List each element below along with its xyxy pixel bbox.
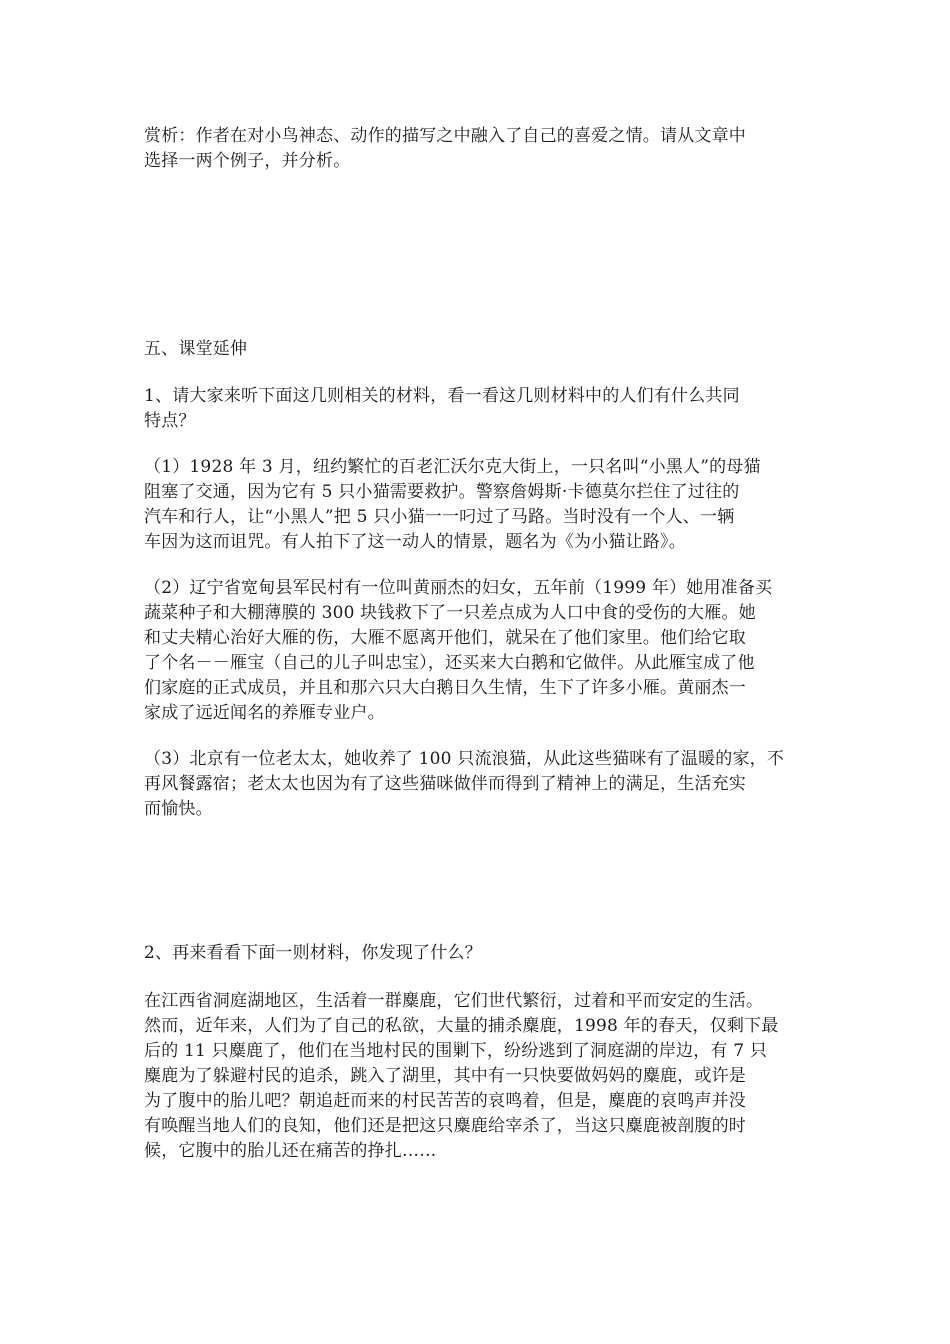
material-1-paragraph: [144, 455, 812, 555]
text-line: 选择一两个例子，并分析。: [144, 151, 351, 171]
text-line: 汽车和行人，让“小黑人”把 5 只小猫一一叼过了马路。当时没有一个人、一辆: [144, 507, 735, 527]
text-line: 有唤醒当地人们的良知，他们还是把这只麋鹿给宰杀了，当这只麋鹿被剖腹的时: [144, 1116, 746, 1136]
question-2-text: 2、再来看看下面一则材料，你发现了什么？: [144, 943, 482, 963]
text-line: 而愉快。: [144, 799, 213, 819]
text-line: 赏析：作者在对小鸟神态、动作的描写之中融入了自己的喜爱之情。请从文章中: [144, 126, 746, 146]
text-line: 后的 11 只麋鹿了，他们在当地村民的围剿下，纷纷逃到了洞庭湖的岸边，有 7 只: [144, 1041, 768, 1061]
text-line: 车因为这而诅咒。有人拍下了这一动人的情景，题名为《为小猫让路》。: [144, 532, 686, 552]
question-2-paragraph: [144, 941, 812, 966]
document-page: [144, 0, 812, 1344]
text-line: （2）辽宁省宽甸县军民村有一位叫黄丽杰的妇女，五年前（1999 年）她用准备买: [144, 578, 773, 598]
text-line: （3）北京有一位老太太，她收养了 100 只流浪猫，从此这些猫咪有了温暖的家，不: [144, 749, 785, 769]
text-line: 阻塞了交通，因为它有 5 只小猫需要救护。警察詹姆斯·卡德莫尔拦住了过往的: [144, 482, 740, 502]
text-line: 候，它腹中的胎儿还在痛苦的挣扎……: [144, 1141, 437, 1161]
text-line: 在江西省洞庭湖地区，生活着一群麋鹿，它们世代繁衍，过着和平而安定的生活。: [144, 991, 764, 1011]
text-line: 和丈夫精心治好大雁的伤，大雁不愿离开他们，就呆在了他们家里。他们给它取: [144, 628, 746, 648]
text-line: 麋鹿为了躲避村民的追杀，跳入了湖里，其中有一只快要做妈妈的麋鹿，或许是: [144, 1066, 746, 1086]
text-line: 然而，近年来，人们为了自己的私欲，大量的捕杀麋鹿，1998 年的春天，仅剩下最: [144, 1016, 779, 1036]
text-line: （1）1928 年 3 月，纽约繁忙的百老汇沃尔克大街上，一只名叫“小黑人”的母猫: [144, 457, 761, 477]
text-line: 特点？: [144, 411, 196, 431]
text-line: 为了腹中的胎儿吧？朝追赶而来的村民苦苦的哀鸣着，但是，麋鹿的哀鸣声并没: [144, 1091, 746, 1111]
appreciation-paragraph: [144, 124, 812, 174]
section-heading-text: 五、课堂延伸: [144, 339, 248, 359]
material-3-paragraph: [144, 747, 812, 822]
text-line: 再风餐露宿；老太太也因为有了这些猫咪做伴而得到了精神上的满足，生活充实: [144, 774, 746, 794]
question-1-paragraph: [144, 384, 812, 434]
text-line: 家成了远近闻名的养雁专业户。: [144, 703, 385, 723]
text-line: 们家庭的正式成员，并且和那六只大白鹅日久生情，生下了许多小雁。黄丽杰一: [144, 678, 746, 698]
text-line: 了个名－－雁宝（自己的儿子叫忠宝），还买来大白鹅和它做伴。从此雁宝成了他: [144, 653, 755, 673]
section-heading: [144, 337, 812, 362]
text-line: 蔬菜种子和大棚薄膜的 300 块钱救下了一只差点成为人口中食的受伤的大雁。她: [144, 603, 756, 623]
text-line: 1、请大家来听下面这几则相关的材料，看一看这几则材料中的人们有什么共同: [144, 386, 740, 406]
material-4-paragraph: [144, 989, 812, 1164]
material-2-paragraph: [144, 576, 812, 726]
